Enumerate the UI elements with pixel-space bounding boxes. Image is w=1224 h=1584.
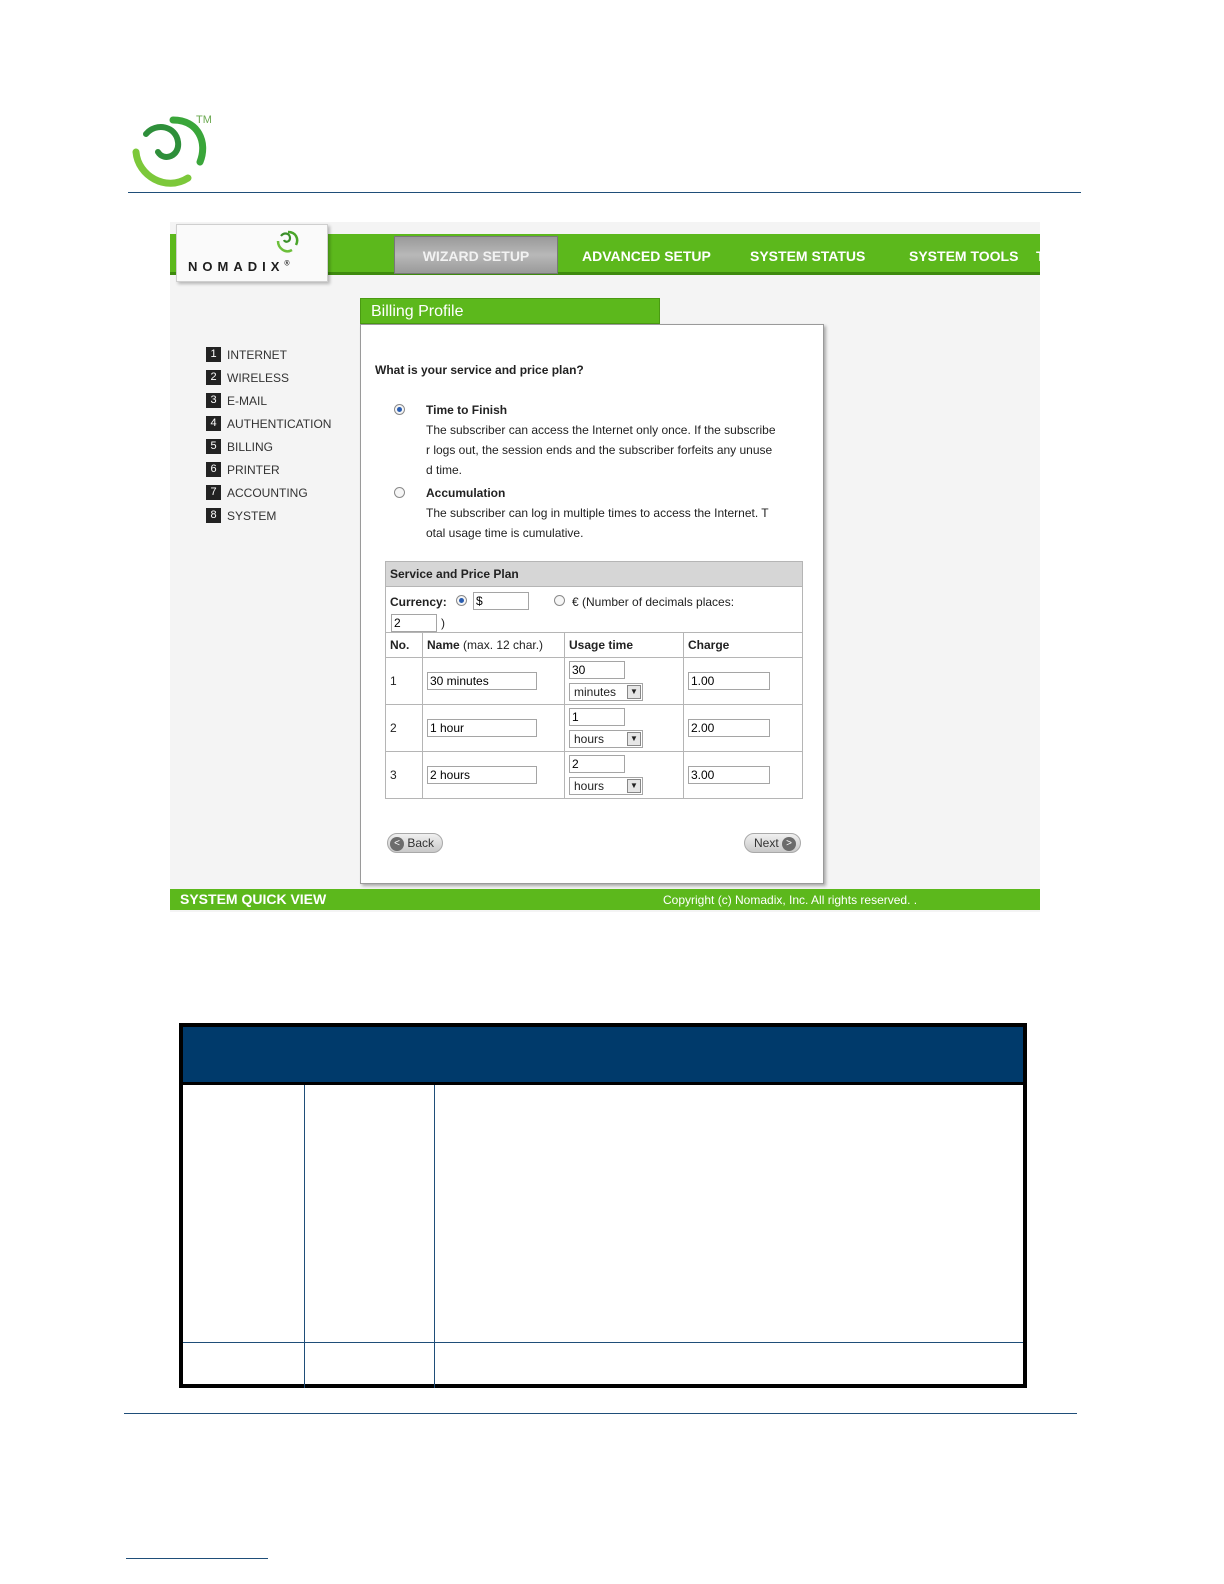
menu-label: SYSTEM xyxy=(227,508,277,523)
charge-cell xyxy=(684,752,803,799)
footer-bar xyxy=(170,889,1040,910)
header-charge: Charge xyxy=(684,633,803,658)
menu-label: BILLING xyxy=(227,439,274,454)
system-quick-view-link[interactable]: SYSTEM QUICK VIEW xyxy=(180,891,327,907)
back-button[interactable]: < Back xyxy=(387,833,443,853)
nomadix-swirl-icon xyxy=(275,229,301,255)
usage-cell xyxy=(565,752,684,799)
tab-overflow[interactable]: T xyxy=(1036,248,1045,264)
menu-item-system[interactable] xyxy=(206,508,276,526)
row-number: 1 xyxy=(386,658,423,705)
decimals-close: ) xyxy=(441,615,445,630)
menu-label: WIRELESS xyxy=(227,370,290,385)
table-row xyxy=(386,752,803,799)
step-number: 6 xyxy=(206,462,221,477)
header-rule xyxy=(128,192,1081,193)
menu-item-authentication[interactable] xyxy=(206,416,331,434)
panel-title: Billing Profile xyxy=(360,298,660,324)
header-no: No. xyxy=(386,633,423,658)
option-desc-line: d time. xyxy=(426,463,463,477)
usage-value-input[interactable] xyxy=(569,661,625,679)
menu-label: AUTHENTICATION xyxy=(227,416,332,431)
tab-wizard-setup[interactable]: WIZARD SETUP xyxy=(394,236,558,274)
usage-cell xyxy=(565,705,684,752)
plan-question: What is your service and price plan? xyxy=(375,363,584,377)
step-number: 8 xyxy=(206,508,221,523)
menu-item-internet[interactable] xyxy=(206,347,287,365)
usage-value-input[interactable] xyxy=(569,755,625,773)
usage-unit-select[interactable]: hours ▼ xyxy=(569,777,643,795)
currency-euro-label: € (Number of decimals places: xyxy=(572,594,735,609)
billing-profile-panel xyxy=(360,324,824,884)
currency-dollar-input[interactable] xyxy=(473,592,529,610)
option-desc-line: r logs out, the session ends and the subscriber forfeits any unuse xyxy=(426,443,773,457)
currency-label: Currency: xyxy=(390,594,447,609)
dropdown-arrow-icon: ▼ xyxy=(627,779,641,793)
name-cell xyxy=(423,705,565,752)
tab-system-status[interactable]: SYSTEM STATUS xyxy=(750,248,866,264)
name-input[interactable] xyxy=(427,766,537,784)
service-price-table xyxy=(385,561,803,799)
name-input[interactable] xyxy=(427,672,537,690)
decimals-input[interactable] xyxy=(391,614,437,632)
dropdown-arrow-icon: ▼ xyxy=(627,732,641,746)
menu-label: E-MAIL xyxy=(227,393,268,408)
name-cell xyxy=(423,752,565,799)
usage-unit-select[interactable]: minutes ▼ xyxy=(569,683,643,701)
radio-time-to-finish[interactable] xyxy=(394,404,405,415)
charge-input[interactable] xyxy=(688,672,770,690)
step-number: 5 xyxy=(206,439,221,454)
header-name: Name (max. 12 char.) xyxy=(423,633,565,658)
charge-input[interactable] xyxy=(688,719,770,737)
step-number: 7 xyxy=(206,485,221,500)
charge-cell xyxy=(684,705,803,752)
option-label-accumulation: Accumulation xyxy=(426,486,506,500)
menu-label: PRINTER xyxy=(227,462,280,477)
menu-item-printer[interactable] xyxy=(206,462,280,480)
row-number: 3 xyxy=(386,752,423,799)
charge-cell xyxy=(684,658,803,705)
usage-cell xyxy=(565,658,684,705)
name-input[interactable] xyxy=(427,719,537,737)
tab-advanced-setup[interactable]: ADVANCED SETUP xyxy=(582,248,711,264)
brand-wordmark: NOMADIX® xyxy=(188,259,290,274)
chevron-left-icon: < xyxy=(390,837,404,851)
table-row xyxy=(386,705,803,752)
option-desc-line: The subscriber can access the Internet only once. If the subscribe xyxy=(426,423,776,437)
row-number: 2 xyxy=(386,705,423,752)
step-number: 1 xyxy=(206,347,221,362)
charge-input[interactable] xyxy=(688,766,770,784)
usage-unit-select[interactable]: hours ▼ xyxy=(569,730,643,748)
menu-item-wireless[interactable] xyxy=(206,370,289,388)
menu-item-billing[interactable] xyxy=(206,439,273,457)
header-usage: Usage time xyxy=(565,633,684,658)
name-cell xyxy=(423,658,565,705)
option-desc-line: The subscriber can log in multiple times to access the Internet. T xyxy=(426,506,769,520)
step-number: 3 xyxy=(206,393,221,408)
menu-label: INTERNET xyxy=(227,347,287,362)
option-desc-line: otal usage time is cumulative. xyxy=(426,526,584,540)
menu-item-accounting[interactable] xyxy=(206,485,308,503)
row-divider xyxy=(183,1342,1023,1343)
radio-currency-dollar[interactable] xyxy=(456,595,467,606)
next-button[interactable]: Next > xyxy=(744,833,801,853)
step-number: 4 xyxy=(206,416,221,431)
trademark-mark: TM xyxy=(196,114,212,126)
usage-value-input[interactable] xyxy=(569,708,625,726)
document-table-header xyxy=(183,1027,1023,1085)
step-number: 2 xyxy=(206,370,221,385)
option-label-time-to-finish: Time to Finish xyxy=(426,403,508,417)
radio-accumulation[interactable] xyxy=(394,487,405,498)
footer-rule xyxy=(124,1413,1077,1414)
nomadix-brand[interactable] xyxy=(176,224,328,282)
document-table xyxy=(179,1023,1027,1388)
copyright-text: Copyright (c) Nomadix, Inc. All rights reserved. . xyxy=(663,893,918,907)
footnote-rule xyxy=(126,1558,268,1559)
currency-row xyxy=(386,587,803,633)
tab-system-tools[interactable]: SYSTEM TOOLS xyxy=(909,248,1019,264)
menu-item-email[interactable] xyxy=(206,393,267,411)
app-window xyxy=(170,222,1045,912)
table-row xyxy=(386,658,803,705)
dropdown-arrow-icon: ▼ xyxy=(627,685,641,699)
menu-label: ACCOUNTING xyxy=(227,485,308,500)
service-table-caption: Service and Price Plan xyxy=(386,562,803,587)
radio-currency-euro[interactable] xyxy=(554,595,565,606)
chevron-right-icon: > xyxy=(782,837,796,851)
